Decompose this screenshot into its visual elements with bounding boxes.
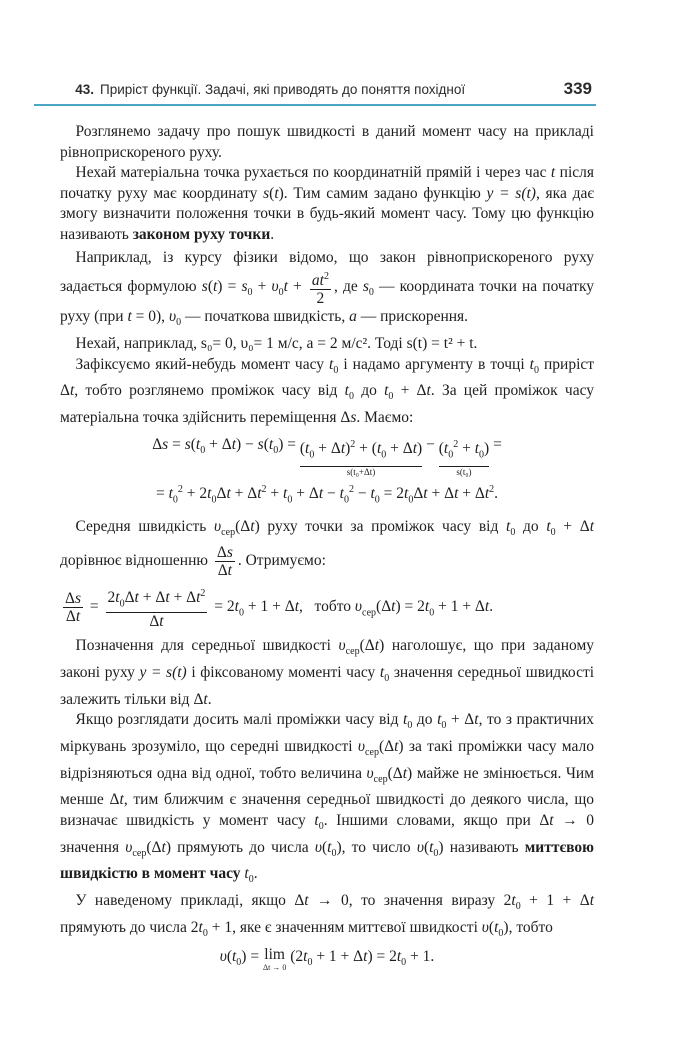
- paragraph-6: Середня швидкість $\upsilon_{сер}(\Delta t)$ руху точки за проміжок часу від $t_0$ до $t_0 + \Delta t$ дорівнює відношенню $\frac{\Delta s}{\Delta t}$ . Отримуємо:: [60, 518, 594, 579]
- law-fraction: $\frac{at^2}{2}$: [310, 268, 331, 307]
- ratio-fraction: $\frac{\Delta s}{\Delta t}$: [216, 543, 233, 579]
- paragraph-2: Нехай матеріальна точка рухається по координатній прямій і через час t після початку руху має координату s(t). Тим самим задано функцію y = s(t), яка дає змогу визначити положення точки в будь-який момент часу. Тому цю функцію називають законом руху точки.: [60, 164, 595, 243]
- limit-formula: $\upsilon(t_0) = \lim$ Δt → 0 $(2t_0 + 1 + \Delta t) = 2t_0 + 1$.: [219, 946, 435, 973]
- header-rule: [34, 104, 596, 106]
- paragraph-7: Позначення для середньої швидкості $\upsilon_{сер}(\Delta t)$ наголошує, що при заданому законі руху y = s(t) і фіксованому моменті часу $t_0$ значення середньої швидкості залежить тільки від Δt.: [60, 637, 595, 708]
- paragraph-8: Якщо розглядати досить малі проміжки часу від $t_0$ до $t_0 + \Delta t$, то з практичних міркувань зрозуміло, що середні швидкості $\upsilon_{сер}(\Delta t)$ за такі проміжки часу мало відрізняються одна від одної, тобто величина $\upsilon_{сер}(\Delta t)$ майже не змінюється. Чим менше Δt, тим ближчим є значення середньої швидкості до деякого числа, що визначає швидкість у момент часу $t_0$. Іншими словами, якщо при Δt → 0 значення $\upsilon_{сер}(\Delta t)$ прямують до числа $\upsilon(t_0)$, то число $\upsilon(t_0)$ називають миттєвою швидкістю в момент часу $t_0$.: [60, 711, 595, 886]
- paragraph-3: Наприклад, із курсу фізики відомо, що закон рівноприскореного руху задається формулою $s(t) = s_0 + \upsilon_0t$ + $\frac{at^2}{2}$ , де $s_0$ — координата точки на початку руху (при t = 0), $\upsilon_0$ — початкова швидкість, a — прискорення.: [60, 248, 595, 329]
- paragraph-4: Нехай, наприклад, s₀= 0, υ₀= 1 м/с, a = 2 м/с². Тоді s(t) = t² + t.: [75, 335, 478, 352]
- page-number: 339: [563, 79, 592, 98]
- paragraph-9: У наведеному прикладі, якщо Δt → 0, то значення виразу $2t_0 + 1 + \Delta t$ прямують до числа $2t_0 + 1$, яке є значенням миттєвої швидкості $\upsilon(t_0)$, тобто: [60, 891, 594, 939]
- underbrace-s-t0-dt: $(t_0 + \Delta t)^2 + (t_0 + \Delta t)$ s(t₀+Δt): [299, 438, 423, 478]
- law-formula: $s(t) = s_0 + \upsilon_0t$ + $\frac{at^2}{2}$: [202, 278, 334, 295]
- paragraph-5: Зафіксуємо який-небудь момент часу $t_0$ і надамо аргументу в точці $t_0$ приріст Δt, тобто розглянемо проміжок часу від $t_0$ до $t_0 + \Delta t$. За цей проміжок часу матеріальна точка здійснить переміщення Δs. Маємо:: [60, 355, 595, 426]
- delta-s-formula-line1: $\Delta s = s(t_0 + \Delta t) - s(t_0) = (t_0 + \Delta t)^2 + (t_0 + \Delta t)$ s(t₀+Δt) − $(t_0^2 + t_0)$ s(t₀) =: [152, 435, 502, 478]
- delta-s-formula-line2: = $t_0^2 + 2t_0\Delta t + \Delta t^2 + t_0 + \Delta t - t_0^2 - t_0 = 2t_0\Delta t + \Delta t + \Delta t^2$.: [155, 484, 499, 506]
- section-number: 43.: [75, 82, 94, 97]
- underbrace-s-t0: $(t_0^2 + t_0)$ s(t₀): [438, 438, 490, 478]
- section-title: Приріст функції. Задачі, які приводять до поняття похідної: [100, 82, 466, 97]
- paragraph-1: Розглянемо задачу про пошук швидкості в даний момент часу на прикладі рівноприскореного руху.: [60, 123, 594, 161]
- page-body: [60, 122, 594, 977]
- page-header: [34, 78, 596, 104]
- avg-speed-formula: $\frac{\Delta s}{\Delta t}$ = $\frac{2t_0\Delta t + \Delta t + \Delta t^2}{\Delta t}$ = $2t_0 + 1 + \Delta t$, тобто $\upsilon_{сер}(\Delta t) = 2t_0 + 1 + \Delta t$.: [60, 585, 594, 630]
